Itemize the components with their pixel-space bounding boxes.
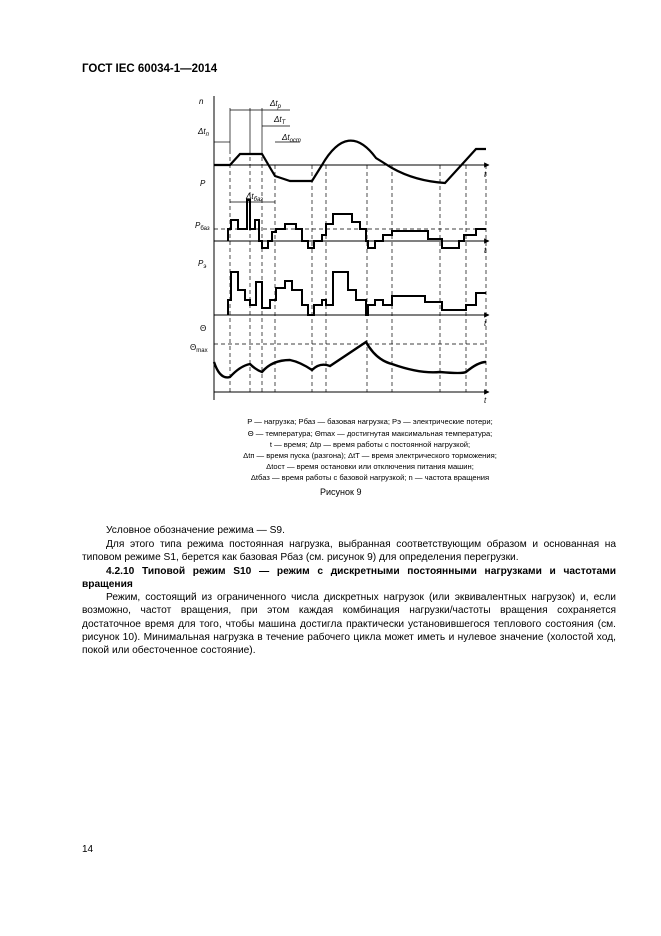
dt-n-label: $\Delta t_п$ [198, 127, 209, 138]
t-axis-label: t [484, 170, 487, 179]
t-axis-label: t [484, 319, 487, 328]
page-number: 14 [82, 844, 94, 855]
section-heading-s10: 4.2.10 Типовой режим S10 — режим с дискретными постоянными нагрузками и частотами вращения [82, 566, 616, 591]
figure-legend-line: Θ — температура; Θmax — достигнутая максимальная температура; [247, 429, 493, 438]
pe-axis-label: $P_э$ [198, 259, 207, 270]
figure-legend-line: Δtбаз — время работы с базовой нагрузкой; n — частота вращения [250, 473, 490, 482]
theta-axis-label: Θ [200, 324, 207, 333]
t-axis-label: t [484, 246, 487, 255]
p-axis-label: P [200, 179, 206, 188]
paragraph-s10-description: Режим, состоящий из ограниченного числа дискретных нагрузок (или эквивалентных нагрузок) и, если возможно, частот вращения, при этом каждая комбинация нагрузки/частоты вращения сохраняется достаточное время для того, чтобы машина достигла практически установившегося теплового состояния (см. рисунок 10). Минимальная нагрузка в течение рабочего цикла может иметь и нулевое значение (холостой ход, покой или обесточенное состояние). [82, 592, 616, 657]
n-axis-label: n [199, 97, 204, 106]
document-header: ГОСТ IEC 60034-1—2014 [82, 63, 218, 75]
paragraph-base-load: Для этого типа режима постоянная нагрузка, выбранная соответствующим образом и основанная на типовом режиме S1, берется как базовая Pбаз (см. рисунок 9) для определения перегрузки. [82, 539, 616, 564]
figure-title: Рисунок 9 [320, 487, 362, 497]
figure-legend-line: t — время; Δtр — время работы с постоянной нагрузкой; [269, 440, 471, 449]
dt-t-label: $\Delta t_T$ [274, 115, 286, 126]
figure-legend-line: Δtп — время пуска (разгона); ΔtT — время электрического торможения; [243, 451, 497, 460]
figure-legend-line: Δtост — время остановки или отключения питания машин; [266, 462, 474, 471]
dt-p-label: $\Delta t_р$ [270, 99, 281, 110]
t-axis-label: t [484, 396, 487, 405]
figure-legend-line: P — нагрузка; Pбаз — базовая нагрузка; Pэ — электрические потери; [247, 417, 493, 426]
dt-ost-label: $\Delta t_{ост}$ [282, 133, 301, 144]
theta-max-label: $\Theta_{max}$ [190, 343, 208, 354]
paragraph-duty-designation: Условное обозначение режима — S9. [106, 525, 285, 536]
dt-baz-label: $\Delta t_{баз}$ [246, 192, 263, 203]
pbaz-label: $P_{баз}$ [195, 221, 210, 232]
